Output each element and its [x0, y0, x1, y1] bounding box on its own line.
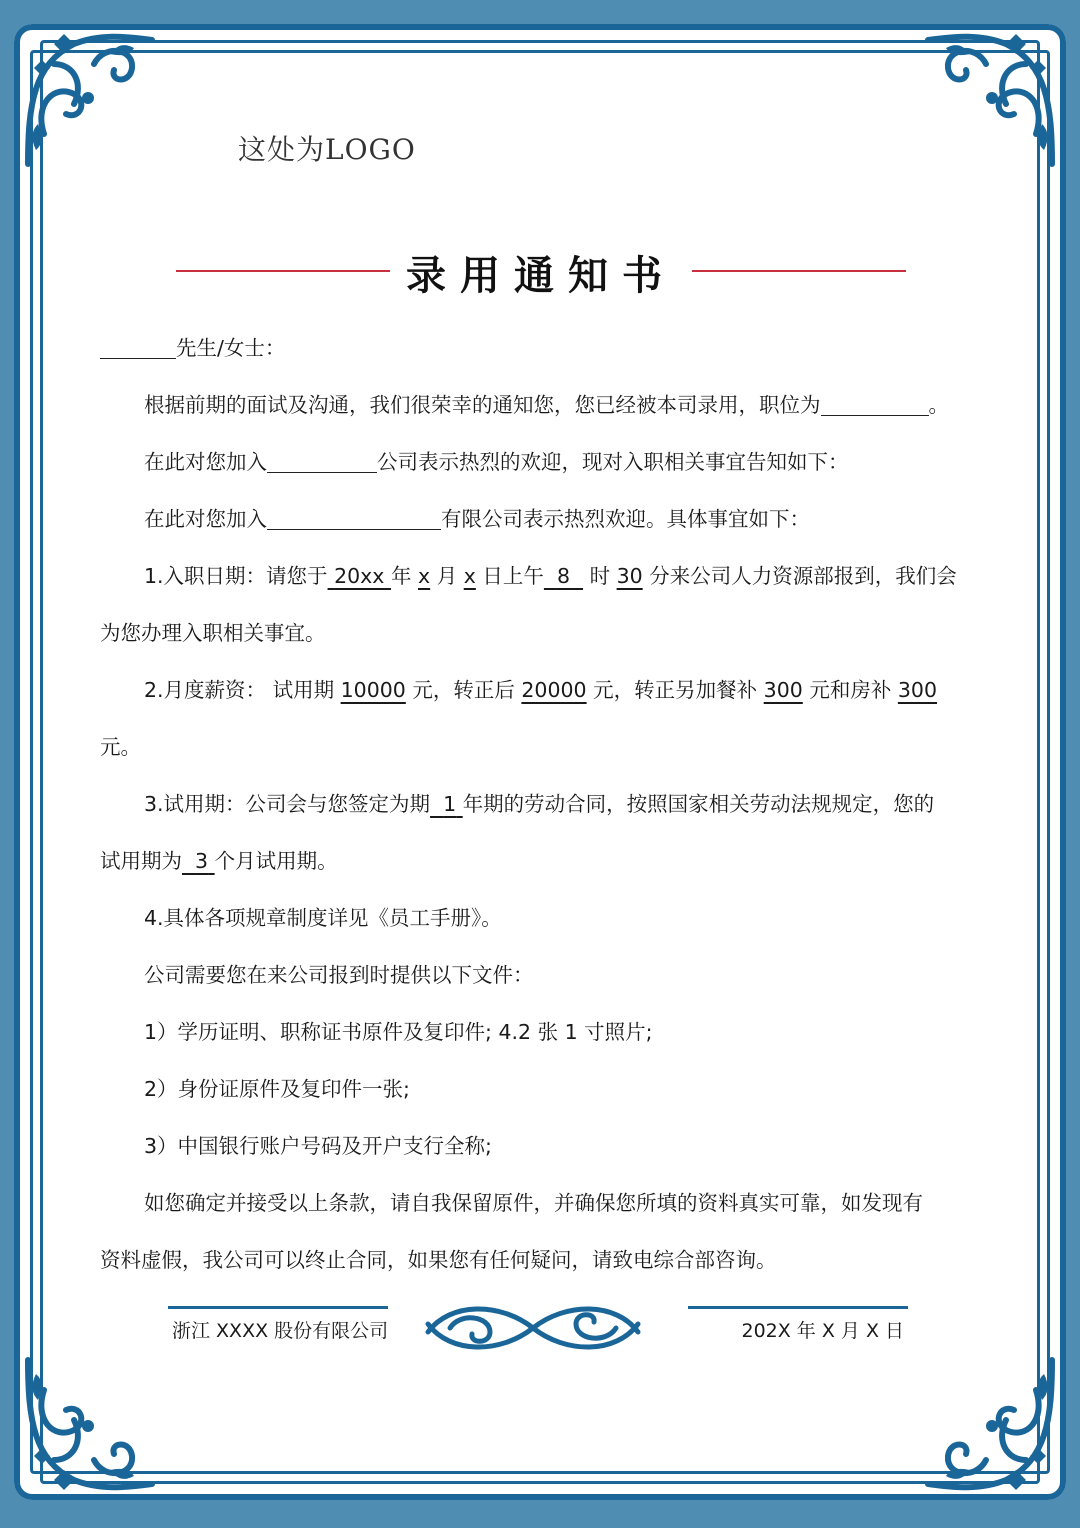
- p2-post: 公司表示热烈的欢迎，现对入职相关事宜告知如下：: [377, 450, 849, 474]
- item-4: 4.具体各项规章制度详见《员工手册》。: [144, 906, 502, 930]
- item-2: [100, 662, 976, 719]
- name-blank[interactable]: [100, 336, 176, 359]
- signature-footer: [164, 1300, 904, 1380]
- doc-item: 3）中国银行账户号码及开户支行全称;: [144, 1134, 492, 1158]
- trial-salary: 10000: [340, 678, 406, 702]
- title-block: [176, 244, 906, 298]
- flourish-divider-icon: [420, 1292, 646, 1364]
- company-rule: [168, 1306, 388, 1309]
- item2-c: 元，转正另加餐补: [593, 678, 758, 702]
- meal-allowance: 300: [763, 678, 803, 702]
- item2-d: 元和房补: [809, 678, 892, 702]
- corner-ornament-icon: [916, 1350, 1066, 1500]
- letter-page: [14, 24, 1066, 1500]
- contract-years: [430, 792, 463, 816]
- p3-pre: 在此对您加入: [144, 507, 267, 531]
- company-name-blank[interactable]: [267, 507, 441, 530]
- item-1-cont: 为您办理入职相关事宜。: [100, 621, 326, 645]
- date-rule: [688, 1306, 908, 1309]
- trial-months: [182, 849, 215, 873]
- company-blank[interactable]: [267, 450, 377, 473]
- item3-d: 个月试用期。: [214, 849, 338, 873]
- item3-c: 试用期为: [100, 849, 182, 873]
- item1-a: 1.入职日期：请您于: [144, 564, 328, 588]
- start-year: [328, 564, 391, 588]
- doc-item: 2）身份证原件及复印件一张;: [144, 1077, 410, 1101]
- doc-item: 1）学历证明、职称证书原件及复印件; 4.2 张 1 寸照片;: [144, 1020, 653, 1044]
- start-hour: [544, 564, 583, 588]
- item1-e: 时: [589, 564, 611, 588]
- paragraph-3: [100, 491, 976, 548]
- item-3: [100, 776, 976, 833]
- item3-b: 年期的劳动合同，按照国家相关劳动法规规定，您的: [462, 792, 935, 816]
- corner-ornament-icon: [14, 24, 164, 174]
- start-hour-value: 8: [556, 564, 570, 588]
- closing-line-1: 如您确定并接受以上条款，请自我保留原件，并确保您所填的资料真实可靠，如发现有: [144, 1191, 923, 1215]
- p2-pre: 在此对您加入: [144, 450, 267, 474]
- start-year-value: 20xx: [334, 564, 385, 588]
- item-3-cont: [100, 833, 976, 890]
- salutation-line: [100, 320, 976, 377]
- closing-line-2: 资料虚假，我公司可以终止合同，如果您有任何疑问，请致电综合部咨询。: [100, 1248, 777, 1272]
- housing-allowance: 300: [897, 678, 938, 702]
- start-minute: 30: [616, 564, 643, 588]
- item2-a: 2.月度薪资： 试用期: [144, 678, 335, 702]
- start-day: x: [463, 564, 476, 588]
- item3-a: 3.试用期：公司会与您签定为期: [144, 792, 431, 816]
- trial-months-value: 3: [195, 849, 209, 873]
- item-2-cont: 元。: [100, 735, 141, 759]
- position-blank[interactable]: [821, 393, 929, 416]
- regular-salary: 20000: [521, 678, 587, 702]
- logo-placeholder: 这处为LOGO: [238, 133, 416, 166]
- salutation: 先生/女士：: [176, 336, 286, 360]
- item-1: [100, 548, 976, 605]
- paragraph-1: [100, 377, 976, 434]
- company-signature: 浙江 XXXX 股份有限公司: [172, 1320, 389, 1342]
- page-title: 录用通知书: [406, 253, 676, 299]
- corner-ornament-icon: [916, 24, 1066, 174]
- start-month: x: [418, 564, 431, 588]
- signature-date: 202X 年 X 月 X 日: [741, 1320, 904, 1342]
- item1-d: 日上午: [482, 564, 544, 588]
- item1-b: 年: [390, 564, 412, 588]
- letter-body: [100, 320, 976, 1289]
- contract-years-value: 1: [443, 792, 457, 816]
- p1-end: 。: [928, 393, 949, 417]
- item1-f: 分来公司人力资源部报到，我们会: [649, 564, 957, 588]
- item1-c: 月: [436, 564, 458, 588]
- title-rule-right: [692, 270, 906, 272]
- docs-intro: 公司需要您在来公司报到时提供以下文件：: [144, 963, 534, 987]
- paragraph-2: [100, 434, 976, 491]
- corner-ornament-icon: [14, 1350, 164, 1500]
- p1-text: 根据前期的面试及沟通，我们很荣幸的通知您，您已经被本司录用，职位为: [144, 393, 821, 417]
- title-rule-left: [176, 270, 390, 272]
- p3-post: 有限公司表示热烈欢迎。具体事宜如下：: [441, 507, 810, 531]
- item2-b: 元，转正后: [412, 678, 515, 702]
